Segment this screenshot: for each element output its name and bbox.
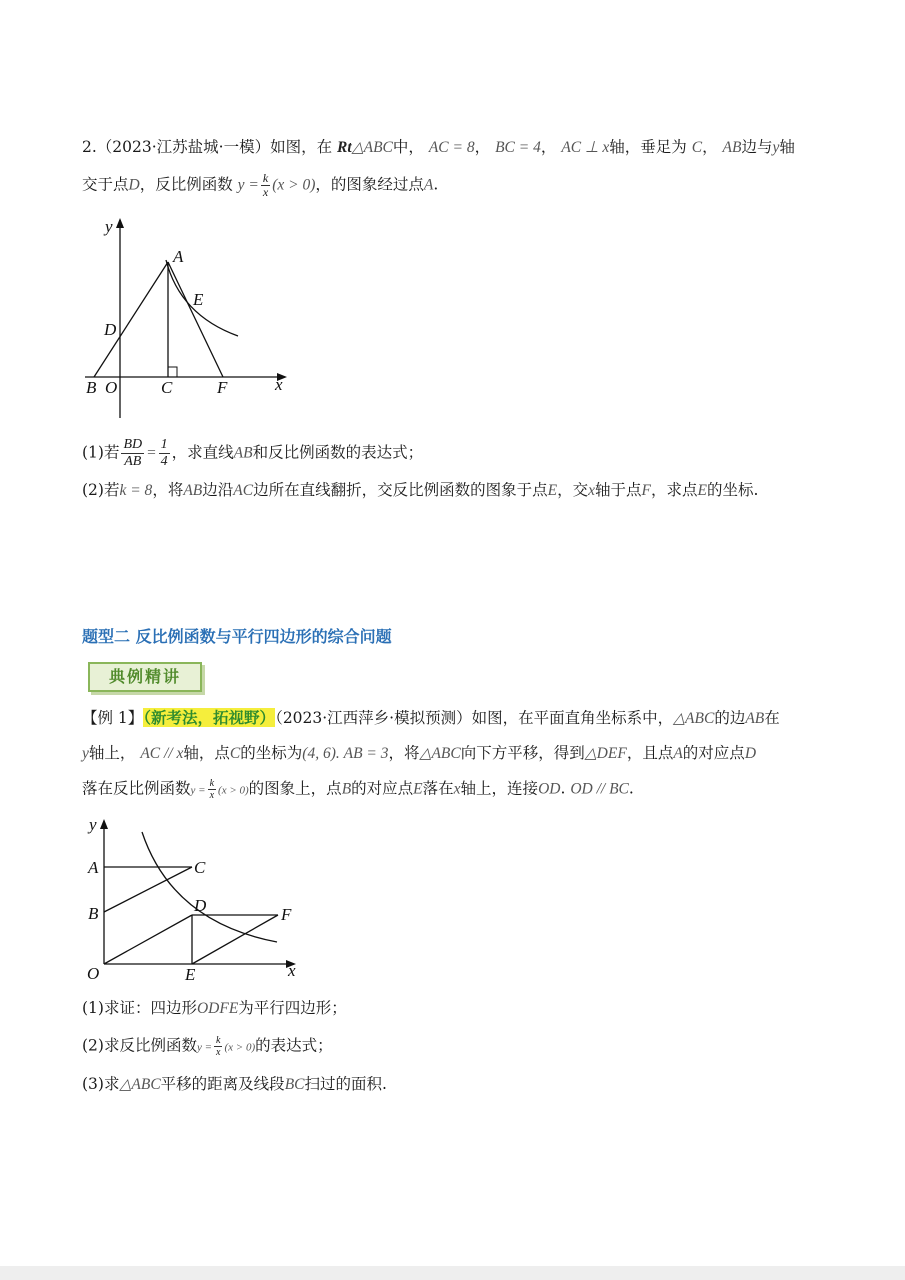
text: ，: [540, 138, 557, 156]
text: 轴，垂足为: [609, 138, 687, 156]
label-e: E: [185, 965, 196, 984]
numerator: k: [209, 778, 215, 789]
text: 轴上，: [88, 744, 136, 762]
text: ，交: [557, 481, 589, 499]
label-c: C: [194, 858, 206, 877]
label-x: x: [288, 961, 296, 980]
problem2-q1: [82, 437, 423, 470]
math-x: x: [453, 780, 461, 798]
text: (1)求证：四边形: [82, 999, 197, 1017]
text: (2)求反比例函数: [82, 1036, 197, 1055]
label-d: D: [194, 896, 207, 915]
math-coord: (4, 6): [302, 745, 336, 762]
text: (1)若: [82, 443, 120, 462]
text: ，将: [388, 744, 420, 762]
text: 的边: [714, 709, 746, 727]
math-ac: AC = 8: [428, 139, 475, 156]
text: ，求直线: [171, 443, 234, 462]
label-y: y: [105, 217, 113, 236]
math-triangle-def: △DEF: [584, 745, 627, 762]
math-y-eq: y =: [237, 176, 259, 194]
fraction-k-over-x: [261, 172, 270, 199]
label-o: O: [87, 964, 100, 983]
text: 轴上，连接: [460, 779, 539, 798]
text: 中，: [392, 138, 424, 156]
math-e: E: [547, 482, 558, 499]
example1-q3: [82, 1074, 387, 1095]
math-bc: BC: [284, 1076, 305, 1093]
math-ab: AB: [183, 482, 203, 499]
math-perp: AC ⊥ x: [561, 139, 610, 156]
text: 的坐标.: [706, 481, 759, 499]
math-condition: (x > 0): [272, 176, 316, 194]
denominator: x: [209, 790, 215, 801]
example-tag: 【例 1】: [82, 709, 144, 727]
denominator: x: [216, 1047, 221, 1058]
math-triangle: △ABC: [419, 745, 461, 762]
math-ab: AB: [233, 444, 253, 462]
text: 平移的距离及线段: [160, 1075, 285, 1093]
figure-2: [82, 812, 312, 987]
text: （2023·江西萍乡·模拟预测）如图，在平面直角坐标系中，: [275, 709, 674, 727]
text: .: [628, 779, 634, 798]
label-f: F: [217, 378, 228, 397]
line-af: [168, 262, 223, 377]
text: 为平行四边形；: [238, 999, 347, 1017]
fraction-k-over-x: [208, 778, 216, 801]
label-x: x: [275, 375, 283, 394]
math-ac: AC: [233, 482, 254, 499]
denominator: x: [262, 185, 269, 199]
text: 落在: [422, 779, 454, 798]
text: (3)求: [82, 1075, 120, 1093]
fraction-bd-ab: [121, 437, 144, 470]
text: 的图象上，点: [248, 779, 342, 798]
math-a: A: [423, 176, 434, 194]
page-bottom-bar: [0, 1266, 905, 1280]
math-k: k = 8: [119, 482, 153, 499]
y-axis-arrow-icon: [100, 819, 108, 829]
math-condition: (x > 0): [224, 1041, 256, 1054]
math-c: C: [229, 745, 241, 762]
text: ，且点: [626, 744, 674, 762]
text: 的坐标为: [240, 744, 303, 762]
text: (2)若: [82, 481, 120, 499]
text: 的对应点: [682, 744, 745, 762]
right-angle-mark: [168, 367, 177, 377]
math-rt: Rt: [337, 139, 352, 156]
problem2-line1: [82, 137, 795, 158]
text: 落在反比例函数: [82, 779, 191, 798]
math-condition: (x > 0): [218, 784, 249, 797]
denominator: 4: [160, 454, 168, 469]
text: ，将: [152, 481, 184, 499]
math-y-eq: y =: [196, 1041, 213, 1054]
example1-q1: [82, 998, 347, 1019]
text: 在: [764, 709, 780, 727]
text: ，的图象经过点: [315, 175, 424, 194]
math-ab: AB: [722, 139, 742, 156]
text: 边所在直线翻折，交反比例函数的图象于点: [253, 481, 548, 499]
line-od: [104, 915, 192, 964]
problem2-line2: [82, 172, 438, 199]
math-ab: AB: [745, 710, 765, 727]
numerator: BD: [123, 437, 143, 452]
text: 2.（2023·江苏盐城·一模）如图，在: [82, 138, 333, 156]
label-o: O: [105, 378, 118, 397]
math-d: D: [744, 745, 757, 762]
label-c: C: [161, 378, 173, 397]
text: ，求点: [650, 481, 698, 499]
math-eq: =: [146, 444, 157, 462]
text: .: [560, 779, 566, 798]
label-a: A: [173, 247, 184, 266]
math-f: F: [641, 482, 651, 499]
text: 交于点: [82, 175, 129, 194]
label-b: B: [86, 378, 97, 397]
math-ab-eq: . AB = 3: [335, 745, 389, 762]
math-b: B: [341, 780, 352, 798]
text: 轴: [779, 138, 795, 156]
example1-line3: [82, 778, 634, 801]
math-c: C: [691, 139, 703, 156]
figure-1: [80, 210, 300, 425]
math-y: y: [82, 745, 89, 762]
line-bc: [104, 867, 192, 912]
text: ，: [702, 138, 718, 156]
math-d: D: [128, 176, 140, 194]
math-y-eq: y =: [190, 784, 206, 797]
math-a: A: [673, 745, 683, 762]
numerator: 1: [160, 437, 168, 452]
text: 的对应点: [351, 779, 414, 798]
label-d: D: [104, 320, 117, 339]
hyperbola-curve: [142, 832, 277, 942]
math-triangle: △ABC: [673, 710, 715, 727]
math-od-parallel-bc: OD // BC: [570, 780, 629, 798]
highlight-tag: （新考法，拓视野）: [143, 708, 276, 727]
math-x: x: [588, 482, 595, 499]
numerator: k: [262, 171, 269, 185]
math-od: OD: [538, 780, 561, 798]
text: .: [433, 175, 439, 194]
example1-line1: [82, 708, 780, 729]
label-a: A: [88, 858, 99, 877]
math-bc: BC = 4: [495, 139, 541, 156]
problem2-q2: [82, 480, 758, 501]
y-axis-arrow-icon: [116, 218, 124, 228]
label-e: E: [193, 290, 204, 309]
text: 边沿: [202, 481, 234, 499]
math-triangle: △ABC: [119, 1076, 161, 1093]
section-title: 题型二 反比例函数与平行四边形的综合问题: [82, 627, 392, 646]
fraction-one-quarter: [159, 437, 170, 470]
math-ac-parallel: AC // x: [140, 745, 184, 762]
text: 边与: [741, 138, 773, 156]
label-y: y: [89, 815, 97, 834]
text: 扫过的面积.: [304, 1075, 387, 1093]
math-e: E: [697, 482, 707, 499]
text: 向下方平移，得到: [460, 744, 585, 762]
text: 轴，点: [183, 744, 230, 762]
math-triangle: △ABC: [351, 139, 393, 156]
label-b: B: [88, 904, 99, 923]
example-badge: 典例精讲: [88, 662, 202, 692]
fraction-k-over-x: [214, 1035, 222, 1058]
text: ，反比例函数: [139, 175, 233, 194]
label-f: F: [281, 905, 292, 924]
math-y: y: [772, 139, 780, 156]
math-odfe: ODFE: [196, 1000, 239, 1017]
example1-line2: [82, 743, 756, 764]
denominator: AB: [124, 454, 142, 469]
text: 和反比例函数的表达式；: [252, 443, 424, 462]
example1-q2: [82, 1035, 333, 1058]
text: 轴于点: [594, 481, 642, 499]
numerator: k: [216, 1035, 221, 1046]
text: 的表达式；: [255, 1036, 333, 1055]
math-e: E: [413, 780, 423, 798]
text: ，: [474, 138, 491, 156]
